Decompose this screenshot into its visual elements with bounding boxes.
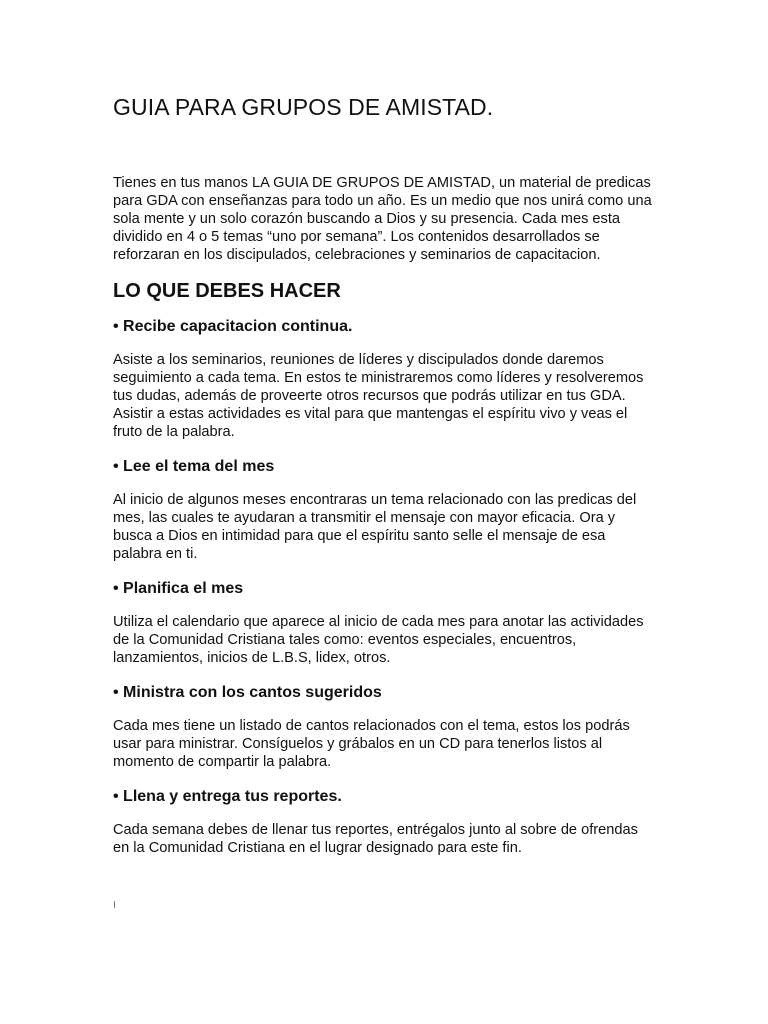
- document-content: [113, 93, 658, 857]
- document-title: GUIA PARA GRUPOS DE AMISTAD.: [113, 94, 494, 120]
- text-cursor-mark: [114, 901, 115, 908]
- item-heading-cantos: • Ministra con los cantos sugeridos: [113, 684, 382, 701]
- item-heading-tema-del-mes: • Lee el tema del mes: [113, 458, 275, 475]
- item-body-capacitacion: Asiste a los seminarios, reuniones de líderes y discipulados donde daremos seguimiento a cada tema. En estos te ministraremos como líderes y resolveremos tus dudas, además de proveerte otros recursos que podrás utilizar en tus GDA. Asistir a estas actividades es vital para que mantengas el espíritu vivo y veas el fruto de la palabra.: [113, 352, 644, 440]
- item-heading-capacitacion: • Recibe capacitacion continua.: [113, 318, 353, 335]
- item-body-planifica: Utiliza el calendario que aparece al inicio de cada mes para anotar las actividades de la Comunidad Cristiana tales como: eventos especiales, encuentros, lanzamientos, inicios de L.B.S, lidex, otros.: [113, 614, 644, 666]
- intro-paragraph: Tienes en tus manos LA GUIA DE GRUPOS DE AMISTAD, un material de predicas para GDA con enseñanzas para todo un año. Es un medio que nos unirá como una sola mente y un solo corazón buscando a Dios y su presencia. Cada mes esta dividido en 4 o 5 temas “uno por semana”. Los contenidos desarrollados se reforzaran en los discipulados, celebraciones y seminarios de capacitacion.: [113, 175, 652, 263]
- section-heading: LO QUE DEBES HACER: [113, 280, 341, 302]
- item-heading-planifica: • Planifica el mes: [113, 580, 244, 597]
- item-body-cantos: Cada mes tiene un listado de cantos relacionados con el tema, estos los podrás usar para ministrar. Consíguelos y grábalos en un CD para tenerlos listos al momento de compartir la palabra.: [113, 718, 630, 770]
- item-heading-reportes: • Llena y entrega tus reportes.: [113, 788, 342, 805]
- item-body-reportes: Cada semana debes de llenar tus reportes, entrégalos junto al sobre de ofrendas en la Comunidad Cristiana en el lugrar designado para este fin.: [113, 822, 638, 856]
- item-body-tema-del-mes: Al inicio de algunos meses encontraras un tema relacionado con las predicas del mes, las cuales te ayudaran a transmitir el mensaje con mayor eficacia. Ora y busca a Dios en intimidad para que el espíritu santo selle el mensaje de esa palabra en ti.: [113, 492, 637, 562]
